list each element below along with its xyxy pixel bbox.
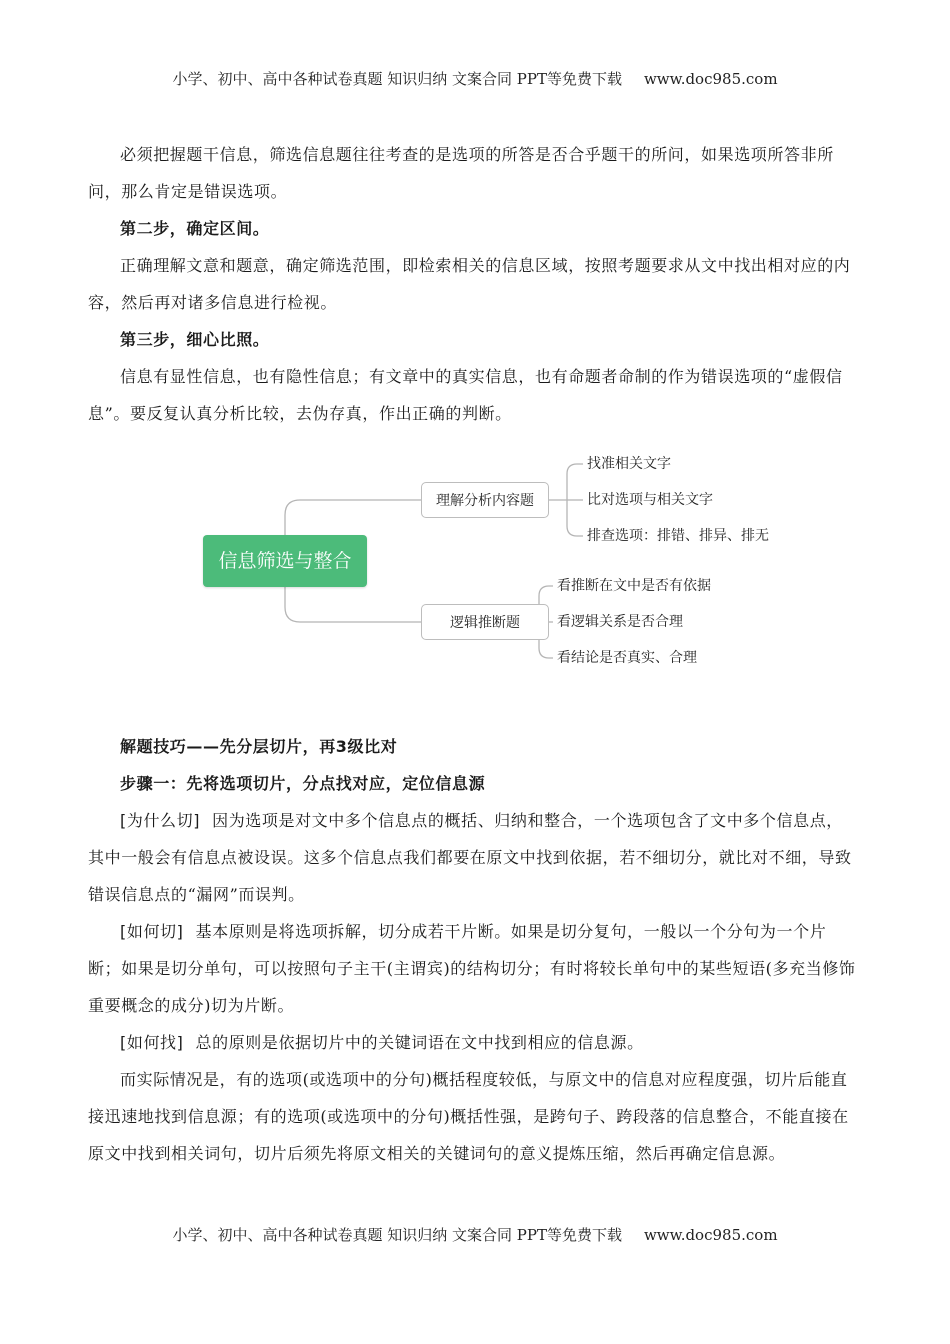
mindmap-branch-logic: 逻辑推断题 — [421, 604, 549, 640]
connector-branch0-leaf2 — [567, 500, 583, 536]
top-section — [88, 136, 856, 432]
mindmap-leaf: 看逻辑关系是否合理 — [557, 614, 683, 630]
step3-heading: 第三步，细心比照。 — [120, 330, 270, 349]
mindmap-leaf: 比对选项与相关文字 — [587, 492, 713, 508]
footer-url[interactable]: www.doc985.com — [643, 1226, 778, 1244]
how-find-label: [如何找] — [120, 1033, 184, 1052]
how-cut-paragraph — [88, 913, 856, 1024]
page-footer — [0, 1224, 950, 1245]
how-cut-text: 基本原则是将选项拆解，切分成若干片断。如果是切分复句，一般以一个分句为一个片断；如果是切分单句，可以按照句子主干(主谓宾)的结构切分；有时将较长单句中的某些短语(多充当修饰重要概念的成分)切为片断。 — [88, 922, 856, 1015]
mindmap-leaf: 找准相关文字 — [587, 456, 671, 472]
mindmap-leaf: 排查选项：排错、排异、排无 — [587, 528, 769, 544]
paragraph-3: 信息有显性信息，也有隐性信息；有文章中的真实信息，也有命题者命制的作为错误选项的“虚假信息”。要反复认真分析比较，去伪存真，作出正确的判断。 — [88, 367, 843, 423]
header-text: 小学、初中、高中各种试卷真题 知识归纳 文案合同 PPT等免费下载 — [172, 70, 622, 88]
bottom-section — [88, 728, 856, 1172]
page-header — [0, 68, 950, 89]
why-cut-text: 因为选项是对文中多个信息点的概括、归纳和整合，一个选项包含了文中多个信息点，其中一般会有信息点被设误。这多个信息点我们都要在原文中找到依据，若不细切分，就比对不细，导致错误信息点的“漏网”而误判。 — [88, 811, 852, 904]
why-cut-paragraph — [88, 802, 856, 913]
step2-heading: 第二步，确定区间。 — [120, 219, 270, 238]
paragraph-1: 必须把握题干信息，筛选信息题往往考查的是选项的所答是否合乎题干的所问，如果选项所答非所问，那么肯定是错误选项。 — [88, 145, 834, 201]
mindmap-leaf: 看推断在文中是否有依据 — [557, 578, 711, 594]
mindmap-root: 信息筛选与整合 — [203, 535, 367, 587]
how-cut-label: [如何切] — [120, 922, 184, 941]
how-find-text: 总的原则是依据切片中的关键词语在文中找到相应的信息源。 — [195, 1033, 644, 1052]
connector-root-top — [285, 500, 421, 535]
header-url[interactable]: www.doc985.com — [643, 70, 778, 88]
step1-heading: 步骤一：先将选项切片，分点找对应，定位信息源 — [120, 774, 486, 793]
paragraph-2: 正确理解文意和题意，确定筛选范围，即检索相关的信息区域，按照考题要求从文中找出相对应的内容，然后再对诸多信息进行检视。 — [88, 256, 851, 312]
technique-heading: 解题技巧——先分层切片，再3级比对 — [120, 737, 398, 756]
connector-root-bottom — [285, 587, 421, 622]
mindmap-leaf: 看结论是否真实、合理 — [557, 650, 697, 666]
footer-text: 小学、初中、高中各种试卷真题 知识归纳 文案合同 PPT等免费下载 — [172, 1226, 622, 1244]
why-cut-label: [为什么切] — [120, 811, 201, 830]
mindmap-branch-comprehension: 理解分析内容题 — [421, 482, 549, 518]
connector-branch0-leaf0 — [567, 464, 583, 500]
mindmap-diagram — [195, 440, 815, 670]
final-paragraph: 而实际情况是，有的选项(或选项中的分句)概括程度较低，与原文中的信息对应程度强，切片后能直接迅速地找到信息源；有的选项(或选项中的分句)概括性强，是跨句子、跨段落的信息整合，不能直接在原文中找到相关词句，切片后须先将原文相关的关键词句的意义提炼压缩，然后再确定信息源。 — [88, 1070, 849, 1163]
how-find-paragraph — [88, 1024, 856, 1061]
